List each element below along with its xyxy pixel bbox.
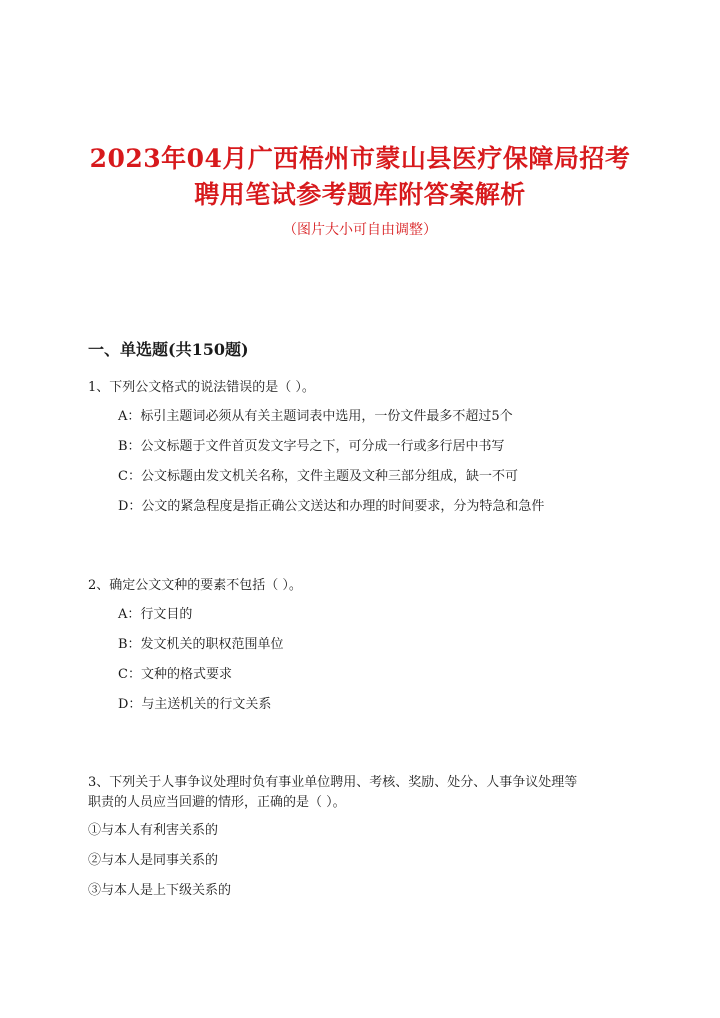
- question-1-option-b: B：公文标题于文件首页发文字号之下，可分成一行或多行居中书写: [118, 439, 505, 454]
- question-2-option-a: A：行文目的: [118, 607, 193, 622]
- question-3-item-2: ②与本人是同事关系的: [88, 853, 219, 868]
- question-3-item-3: ③与本人是上下级关系的: [88, 883, 232, 898]
- question-3-text-line1: 3、下列关于人事争议处理时负有事业单位聘用、考核、奖励、处分、人事争议处理等: [88, 775, 578, 790]
- question-1-text: 1、下列公文格式的说法错误的是（ ）。: [88, 380, 315, 395]
- question-3-text-line2: 职责的人员应当回避的情形，正确的是（ ）。: [88, 795, 346, 810]
- question-1-option-c: C：公文标题由发文机关名称，文件主题及文种三部分组成，缺一不可: [118, 469, 518, 484]
- question-2-text: 2、确定公文文种的要素不包括（ ）。: [88, 578, 302, 593]
- question-2-option-c: C：文种的格式要求: [118, 667, 232, 682]
- document-title-line2: 聘用笔试参考题库附答案解析: [194, 180, 526, 209]
- question-1-option-a: A：标引主题词必须从有关主题词表中选用，一份文件最多不超过5个: [118, 409, 513, 424]
- question-1-option-d: D：公文的紧急程度是指正确公文送达和办理的时间要求，分为特急和急件: [118, 499, 545, 514]
- question-2-option-d: D：与主送机关的行文关系: [118, 697, 272, 712]
- document-subtitle: （图片大小可自由调整）: [283, 222, 437, 238]
- document-title-line1: 2023年04月广西梧州市蒙山县医疗保障局招考: [89, 144, 631, 173]
- question-2-option-b: B：发文机关的职权范围单位: [118, 637, 284, 652]
- question-3-item-1: ①与本人有利害关系的: [88, 823, 219, 838]
- section-heading: 一、单选题(共150题): [88, 340, 249, 359]
